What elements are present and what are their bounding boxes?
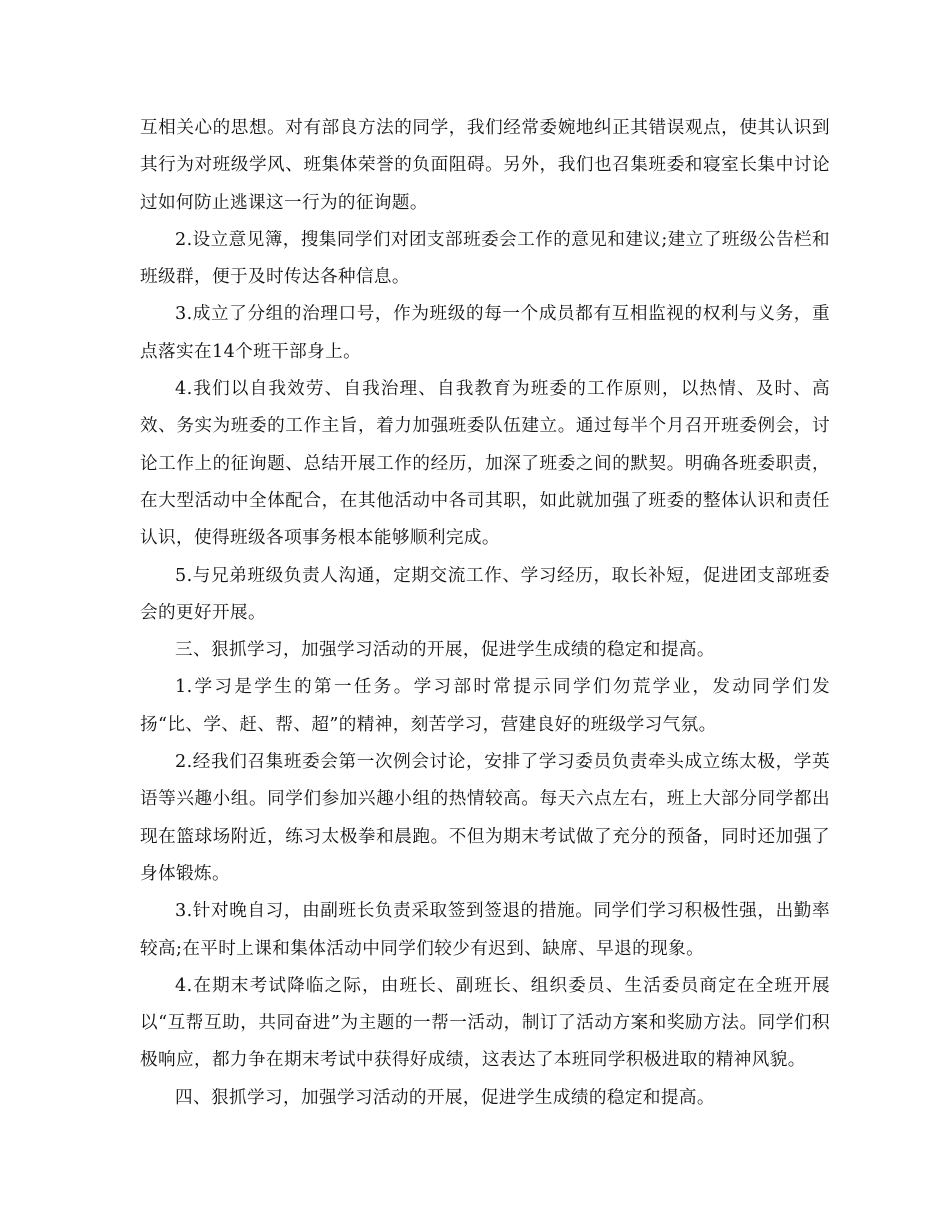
paragraph-item-3-management-slogan: 3.成立了分组的治理口号，作为班级的每一个成员都有互相监视的权利与义务，重点落实在14个班干部身上。 <box>140 304 830 362</box>
paragraph-study-item-3: 3.针对晚自习，由副班长负责采取签到签退的措施。同学们学习积极性强，出勤率较高;在平时上课和集体活动中同学们较少有迟到、缺席、早退的现象。 <box>140 901 830 959</box>
paragraph-item-5-communication: 5.与兄弟班级负责人沟通，定期交流工作、学习经历，取长补短，促进团支部班委会的更好开展。 <box>140 565 830 623</box>
section-heading-4: 四、狠抓学习，加强学习活动的开展，促进学生成绩的稳定和提高。 <box>175 1087 715 1108</box>
paragraph-study-item-1: 1.学习是学生的第一任务。学习部时常提示同学们勿荒学业，发动同学们发扬“比、学、赶、帮、超”的精神，刻苦学习，营建良好的班级学习气氛。 <box>140 677 830 735</box>
paragraph-item-2-suggestion-book: 2.设立意见簿，搜集同学们对团支部班委会工作的意见和建议;建立了班级公告栏和班级群，便于及时传达各种信息。 <box>140 229 830 288</box>
section-heading-3: 三、狠抓学习，加强学习活动的开展，促进学生成绩的稳定和提高。 <box>175 640 715 661</box>
paragraph-study-item-4: 4.在期末考试降临之际，由班长、副班长、组织委员、生活委员商定在全班开展以“互帮互助，共同奋进”为主题的一帮一活动，制订了活动方案和奖励方法。同学们积极响应，都力争在期末考试中获得好成绩，这表达了本班同学积极进取的精神风貌。 <box>140 975 830 1071</box>
document-body <box>140 110 830 1117</box>
paragraph-item-4-work-principles: 4.我们以自我效劳、自我治理、自我教育为班委的工作原则，以热情、及时、高效、务实为班委的工作主旨，着力加强班委队伍建立。通过每半个月召开班委例会，讨论工作上的征询题、总结开展工作的经历，加深了班委之间的默契。明确各班委职责，在大型活动中全体配合，在其他活动中各司其职，如此就加强了班委的整体认识和责任认识，使得班级各项事务根本能够顺利完成。 <box>140 379 830 549</box>
paragraph-study-item-2: 2.经我们召集班委会第一次例会讨论，安排了学习委员负责牵头成立练太极，学英语等兴趣小组。同学们参加兴趣小组的热情较高。每天六点左右，班上大部分同学都出现在篮球场附近，练习太极拳和晨跑。不但为期末考试做了充分的预备，同时还加强了身体锻炼。 <box>140 752 830 884</box>
paragraph-continuation: 互相关心的思想。对有部良方法的同学，我们经常委婉地纠正其错误观点，使其认识到其行为对班级学风、班集体荣誉的负面阻碍。另外，我们也召集班委和寝室长集中讨论过如何防止逃课这一行为的征询题。 <box>140 118 830 213</box>
